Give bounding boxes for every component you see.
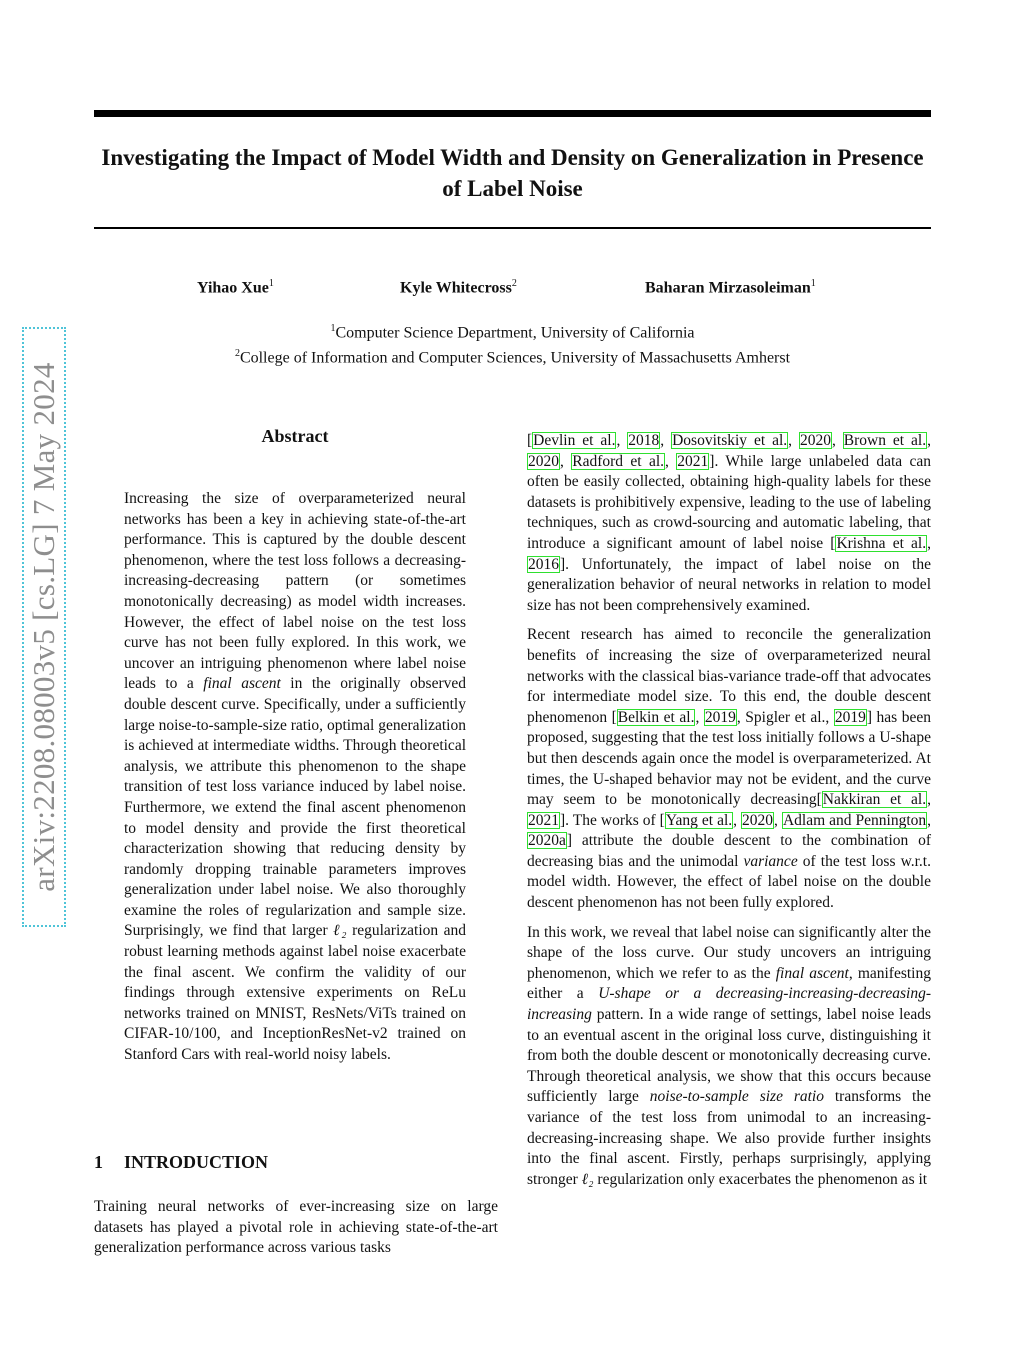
text: , xyxy=(831,432,843,449)
intro-paragraph-3 xyxy=(527,923,931,1191)
text: , xyxy=(927,791,931,809)
affil-mark: 2 xyxy=(234,348,240,360)
text: in the originally observed double descent curve. Specifically, under a sufficiently large noise-to-sample-size ratio, optimal generalization is achieved at intermediate widths. Through theoretical analysis, we attribute this phenomenon to the shape transition of test loss variance induced by label noise. Furthermore, we extend the final ascent phenomenon to model density and provide the first theoretical characterization showing that reducing density by randomly dropping trainable parameters improves generalization under label noise. We also thoroughly examine the roles of regularization and sample size. Surprisingly, we find that larger xyxy=(124,675,466,940)
text: , xyxy=(736,708,746,726)
text: ]. The works of [ xyxy=(560,811,665,829)
citation-link[interactable]: 2020 xyxy=(799,432,831,449)
author-name: Baharan Mirzasoleiman xyxy=(645,279,811,297)
text: , xyxy=(825,708,834,726)
text: , xyxy=(660,432,672,449)
math: ℓ₂ xyxy=(333,922,347,940)
text: , xyxy=(927,432,931,449)
text: regularization only exacerbates the phenomenon as it xyxy=(593,1170,928,1188)
text: transforms the variance of the test loss from unimodal to an increasing-decreasing-increasing shape. We also provide further insights into the final ascent. Firstly, perhaps surprisingly, applying stronger xyxy=(527,1088,931,1188)
text: ]. While large unlabeled data can often be easily collected, obtaining high-quality labels for these datasets is prohibitively expensive, leading to the use of labeling techniques, such as crowd-sourcing and automatic labeling, that introduce a significant amount of label noise [ xyxy=(527,452,932,552)
citation-link[interactable]: Devlin et al. xyxy=(533,432,616,449)
text: , xyxy=(927,534,931,552)
arxiv-identifier[interactable]: arXiv:2208.08003v5 [cs.LG] 7 May 2024 xyxy=(26,362,61,892)
text: In this work, we reveal that label noise can significantly alter the shape of the loss curve. Our study uncovers an intriguing phenomenon, which we refer to as the xyxy=(527,923,931,982)
citation-link[interactable]: 2021 xyxy=(677,452,709,470)
text: , manifesting either a xyxy=(527,964,931,1003)
author-affil-mark: 2 xyxy=(511,278,517,289)
text: pattern. In a wide range of settings, label noise leads to an eventual ascent in the original loss curve, distinguishing it from both the double descent or monotonically decreasing curve. Through theoretical analysis, we show that this occurs because sufficiently large xyxy=(527,1006,931,1106)
section-number: 1 xyxy=(94,1152,103,1172)
text: , xyxy=(665,452,677,470)
author-3 xyxy=(645,278,816,297)
math: ℓ₂ xyxy=(581,1170,594,1188)
citation-link[interactable]: 2020 xyxy=(742,811,774,829)
citation-link[interactable]: 2021 xyxy=(528,811,559,829)
abstract-heading: Abstract xyxy=(261,426,329,446)
emphasis: noise-to-sample size ratio xyxy=(649,1088,824,1106)
text: ] has been proposed, suggesting that the test loss initially follows a U-shape but then descends again once the model is overparameterized. At times, the U-shaped behavior may not be evident, and the curve may seem to be monotonically decreasing[ xyxy=(527,708,931,809)
author-list xyxy=(0,278,1024,302)
right-column xyxy=(527,431,931,1190)
text: of the test loss w.r.t. model width. However, the effect of label noise on the double descent phenomenon has not been fully explored. xyxy=(527,852,931,912)
affil-mark: 1 xyxy=(330,323,336,334)
text: , xyxy=(927,811,932,829)
citation-link[interactable]: 2016 xyxy=(528,555,559,573)
text: ]. Unfortunately, the impact of label noise on the generalization behavior of neural networks in relation to model size has not been comprehensively examined. xyxy=(527,555,931,614)
title-top-rule xyxy=(94,110,931,117)
citation-link[interactable]: Spigler et al. xyxy=(745,708,826,726)
section-heading xyxy=(94,1152,268,1173)
text: Increasing the size of overparameterized neural networks has been a key in achieving state-of-the-art performance. This is captured by the double descent phenomenon, where the test loss follows a decreasing-increasing-decreasing pattern (or sometimes monotonically decreasing) as model width increases. However, the effect of label noise on the test loss curve has not been fully explored. In this work, we uncover an intriguing phenomenon where label noise leads to a xyxy=(124,490,466,693)
text: , xyxy=(695,708,704,726)
emphasis: variance xyxy=(743,852,798,870)
citation-link[interactable]: Krishna et al. xyxy=(836,534,927,552)
text: [ xyxy=(527,432,533,449)
text: regularization and robust learning methods against label noise exacerbate the final ascent. We confirm the validity of our findings through extensive experiments on ReLu networks trained on MNIST, ResNets/ViTs trained on CIFAR-10/100, and InceptionResNet-v2 trained on Stanford Cars with real-world noisy labels. xyxy=(124,922,467,1064)
citation-link[interactable]: 2020a xyxy=(528,832,566,850)
author-1 xyxy=(197,278,274,297)
intro-left-column xyxy=(94,1197,498,1259)
affiliation-2 xyxy=(94,343,931,368)
citation-link[interactable]: Adlam and Pennington xyxy=(782,811,927,829)
emphasis: final ascent xyxy=(203,675,281,693)
citation-link[interactable]: Belkin et al. xyxy=(617,708,695,726)
citation-link[interactable]: 2019 xyxy=(834,708,866,726)
intro-paragraph: Training neural networks of ever-increasing size on large datasets has played a pivotal role in achieving state-of-the-art generalization performance across various tasks xyxy=(94,1198,498,1257)
author-2 xyxy=(400,278,517,297)
abstract-paragraph xyxy=(124,489,466,1066)
text: , xyxy=(560,452,572,470)
emphasis: U-shape or a decreasing-increasing-decreasing-increasing xyxy=(527,985,932,1024)
text: , xyxy=(774,811,782,829)
affiliations xyxy=(94,318,931,369)
abstract-body xyxy=(124,489,466,1066)
author-affil-mark: 1 xyxy=(268,278,274,289)
author-name: Kyle Whitecross xyxy=(400,279,512,297)
emphasis: final ascent xyxy=(775,964,849,982)
citation-link[interactable]: 2018 xyxy=(628,432,660,449)
intro-paragraph-2 xyxy=(527,625,931,913)
citation-link[interactable]: Dosovitskiy et al. xyxy=(672,432,788,449)
citation-link[interactable]: Yang et al. xyxy=(665,811,733,829)
text: ] attribute the double descent to the combination of decreasing bias and the unimodal xyxy=(527,832,931,870)
title-bottom-rule xyxy=(94,227,931,229)
text: , xyxy=(616,432,628,449)
paper-title: Investigating the Impact of Model Width and Density on Generalization in Presence of Label Noise xyxy=(101,145,924,201)
arxiv-identifier-box[interactable] xyxy=(22,327,66,927)
section-title: INTRODUCTION xyxy=(124,1152,269,1172)
text: , xyxy=(788,432,799,449)
author-name: Yihao Xue xyxy=(197,279,269,297)
affil-text: Computer Science Department, University of California xyxy=(335,324,695,342)
affil-text: College of Information and Computer Sciences, University of Massachusetts Amherst xyxy=(239,349,791,367)
intro-paragraph-1 xyxy=(527,431,931,616)
citation-link[interactable]: 2019 xyxy=(704,708,736,726)
citation-link[interactable]: 2020 xyxy=(528,452,559,470)
citation-link[interactable]: Brown et al. xyxy=(843,432,927,449)
affiliation-1 xyxy=(94,318,931,343)
citation-link[interactable]: Radford et al. xyxy=(572,452,665,470)
text: , xyxy=(733,811,742,829)
text: Recent research has aimed to reconcile the generalization benefits of increasing the size of overparameterized neural networks with the classical bias-variance trade-off that advocates for intermediate model size. To this end, the double descent phenomenon [ xyxy=(527,626,931,726)
author-affil-mark: 1 xyxy=(810,278,816,289)
citation-link[interactable]: Nakkiran et al. xyxy=(822,791,927,809)
